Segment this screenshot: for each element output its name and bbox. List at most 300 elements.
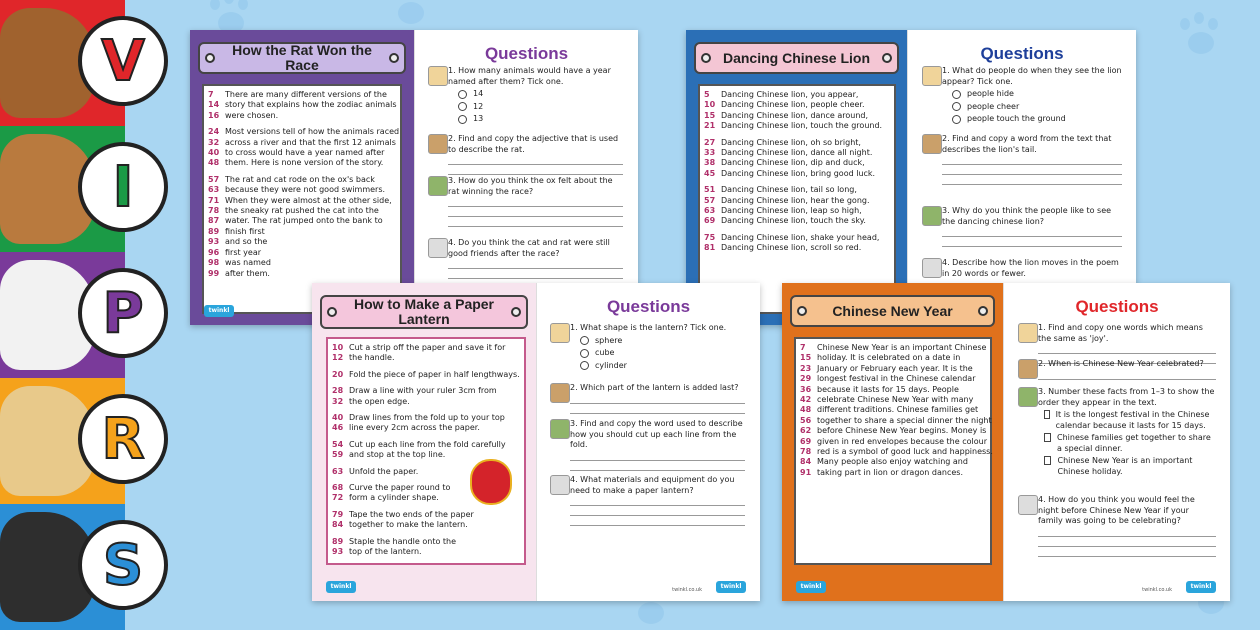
line-text: Dancing Chinese lion, you appear, [721,90,859,99]
answer-line[interactable] [1038,546,1216,547]
word-count: 81 [704,243,716,253]
line-text: taking part in lion or dragon dances. [817,467,963,477]
text-line [800,385,986,395]
tick-option[interactable] [448,102,623,113]
line-text: Dancing Chinese lion, oh so bright, [721,137,861,147]
word-count: 69 [704,216,716,226]
answer-line[interactable] [448,164,623,165]
question-item [942,134,1122,185]
question-prompt: Number these facts from 1–3 to show the order they appear in the text. [1038,387,1215,407]
questions-title: Questions [1075,297,1159,316]
text-line [332,370,520,380]
text-box [698,84,896,314]
text-line [332,537,520,547]
line-text: the sneaky rat pushed the cat into the [225,206,379,216]
question-prompt: How many animals would have a year named after them? Tick one. [448,66,611,86]
text-line [704,169,890,179]
word-count: 63 [332,466,344,476]
line-text: after them. [225,268,270,278]
line-text: The rat and cat rode on the ox's back [225,174,375,184]
line-text: the open edge. [349,396,410,406]
questions-title: Questions [484,44,569,63]
word-count: 45 [704,168,716,178]
option-label: 13 [473,114,484,123]
text-line [800,457,986,467]
line-text: Dancing Chinese lion, tail so long, [721,185,857,195]
number-box[interactable] [1044,433,1051,442]
word-count: 54 [332,439,344,449]
question-item [570,383,745,414]
word-count: 21 [704,121,716,131]
word-count: 78 [208,206,220,216]
question-item [448,238,623,279]
word-count: 91 [800,467,812,477]
question-text [570,383,745,394]
word-count: 29 [800,374,812,384]
questions-title: Questions [606,297,691,316]
answer-line[interactable] [448,174,623,175]
line-text: Dancing Chinese lion, touch the ground. [721,121,883,131]
line-text: them. Here is none version of the story. [225,158,384,168]
number-box[interactable] [1044,456,1051,465]
word-count: 99 [208,268,220,278]
question-item [570,419,745,471]
word-count: 23 [800,363,812,373]
word-count: 28 [332,386,344,396]
line-text: Many people also enjoy watching and [817,457,968,467]
text-page [686,30,908,325]
twinkl-logo: twinkl [1186,581,1216,593]
text-line [704,121,890,131]
text-line [208,269,396,279]
word-count: 40 [208,148,220,158]
question-text [448,238,623,259]
question-dog-icon [922,258,942,278]
text-line [208,237,396,247]
text-line [800,468,986,478]
line-text: first year [225,247,262,257]
title-banner [198,42,406,74]
line-text: Cut a strip off the paper and save it for [349,343,506,352]
question-dog-icon [428,66,448,86]
question-dog-icon [550,475,570,495]
line-text: story that explains how the zodiac animals [225,100,397,110]
text-line [704,100,890,110]
line-text: Dancing Chinese lion, bring good luck. [721,168,876,178]
question-item [1038,359,1216,380]
word-count: 27 [704,137,716,147]
word-count: 15 [800,353,812,363]
answer-line[interactable] [570,460,745,461]
text-line [800,415,992,426]
question-item [570,475,745,526]
question-item [942,66,1122,125]
line-text: finish first [225,226,265,236]
text-line [704,148,890,158]
option-label: 12 [473,101,484,111]
answer-line[interactable] [942,246,1122,247]
sheet-title: How the Rat Won the Race [232,42,372,73]
order-option[interactable] [1038,456,1216,477]
radio-circle[interactable] [952,102,961,111]
radio-circle[interactable] [580,336,589,345]
question-number: 2. [448,134,456,143]
order-option[interactable] [1038,410,1216,431]
question-text [942,66,1122,87]
tick-option[interactable] [942,102,1122,113]
word-count: 33 [704,148,716,158]
radio-circle[interactable] [580,349,589,358]
question-dog-icon [922,66,942,86]
text-line [704,111,890,121]
text-line [332,440,520,450]
text-page [190,30,415,325]
question-item [448,176,623,227]
question-item [1038,323,1216,364]
twinkl-logo: twinkl [326,581,356,593]
line-text: Dancing Chinese lion, scroll so red. [721,243,862,253]
line-text: to cross would have a year named after [225,148,385,158]
line-text: Dancing Chinese lion, touch the sky. [721,216,866,226]
radio-circle[interactable] [952,90,961,99]
text-line [332,386,520,396]
worksheet-rat-race [190,30,638,325]
text-line [208,175,396,185]
question-text [942,134,1122,155]
text-line [208,185,396,195]
word-count: 84 [332,520,344,530]
line-text: was named [225,258,271,268]
text-line [704,196,890,206]
answer-line[interactable] [570,525,745,526]
option-label: sphere [595,335,623,345]
option-label: cylinder [595,360,627,370]
letter-p: P [78,268,168,358]
question-text [1038,387,1216,408]
text-line [704,216,890,226]
word-count: 63 [208,185,220,195]
line-text: Chinese New Year is an important Chinese [817,343,987,352]
lantern-image [470,459,512,505]
tick-option[interactable] [570,361,745,372]
line-text: Curve the paper round to [349,483,451,493]
question-prompt: Find and copy one words which means the same as 'joy'. [1038,323,1203,343]
question-number: 2. [570,383,578,392]
line-text: and stop at the top line. [349,450,446,460]
title-banner [790,295,995,327]
radio-circle[interactable] [580,361,589,370]
line-text: water. The rat jumped onto the bank to [225,216,383,226]
line-text: and so the [225,237,268,247]
page-code: twinkl.co.uk [1142,587,1172,593]
text-line [704,206,890,216]
text-line [332,397,520,407]
word-count: 57 [208,174,220,184]
answer-line[interactable] [448,206,623,207]
question-item [448,134,623,175]
word-count: 36 [800,384,812,394]
question-text [570,323,745,334]
text-line [704,158,890,168]
line-text: were chosen. [225,110,279,120]
text-line [208,227,396,237]
question-prompt: Find and copy the word used to describe how you should cut up each line from the fold. [570,419,743,449]
option-label: people touch the ground [967,114,1066,123]
word-count: 59 [332,450,344,460]
answer-line[interactable] [570,515,745,516]
text-line [208,138,396,148]
text-line [704,233,890,243]
text-line [800,395,986,405]
answer-line[interactable] [942,236,1122,237]
text-line [332,547,520,557]
question-dog-icon [922,134,942,154]
text-line [208,148,396,158]
paw-print-decoration [1170,10,1230,70]
question-dog-icon [550,419,570,439]
line-text: together to make the lantern. [349,520,468,530]
line-text: Dancing Chinese lion, dip and duck, [721,158,865,168]
question-number: 1. [1038,323,1046,332]
question-number: 1. [942,66,950,75]
line-text: Draw lines from the fold up to your top [349,413,505,423]
line-text: Dancing Chinese lion, people cheer. [721,100,865,110]
word-count: 71 [208,195,220,205]
question-dog-icon [1018,359,1038,379]
answer-line[interactable] [570,505,745,506]
answer-line[interactable] [942,174,1122,175]
question-prompt: Find and copy the adjective that is used to describe the rat. [448,134,619,154]
tick-option[interactable] [942,89,1122,100]
questions-title: Questions [980,44,1064,63]
letter-i: I [78,142,168,232]
word-count: 96 [208,247,220,257]
line-text: across a river and that the first 12 animals [225,137,396,147]
question-number: 4. [448,238,456,247]
question-dog-icon [428,238,448,258]
answer-line[interactable] [942,184,1122,185]
text-line [332,520,520,530]
question-text [570,419,745,451]
word-count: 62 [800,426,812,436]
text-line [208,100,396,110]
answer-line[interactable] [448,226,623,227]
question-text [448,176,623,197]
question-number: 4. [942,258,950,267]
text-line [208,158,396,168]
text-line [800,343,986,353]
text-box [794,337,992,565]
answer-line[interactable] [942,164,1122,165]
line-text: Most versions tell of how the animals raced [225,127,400,137]
line-text: holiday. It is celebrated on a date in [817,353,961,363]
text-line [704,138,890,148]
answer-line[interactable] [1038,556,1216,557]
word-count: 14 [208,100,220,110]
radio-circle[interactable] [952,115,961,124]
word-count: 10 [332,343,344,352]
text-line [208,206,396,216]
word-count: 48 [800,405,812,415]
sheet-title: How to Make a Paper Lantern [353,296,495,327]
word-count: 32 [332,396,344,406]
answer-line[interactable] [448,278,623,279]
answer-line[interactable] [570,470,745,471]
line-text: There are many different versions of the [225,90,387,99]
question-text [1038,323,1216,344]
text-line [208,216,396,226]
text-line [800,426,986,436]
answer-line[interactable] [1038,379,1216,380]
line-text: Staple the handle onto the [349,536,457,546]
word-count: 46 [332,423,344,433]
line-text: longest festival in the Chinese calendar [817,374,976,384]
word-count: 93 [332,547,344,557]
line-text: because they were not good swimmers. [225,185,386,195]
letter-r: R [78,394,168,484]
question-text [942,258,1122,279]
question-number: 3. [570,419,578,428]
question-prompt: What shape is the lantern? Tick one. [577,323,727,332]
line-text: Tape the two ends of the paper [349,509,474,519]
line-text: given in red envelopes because the colour [817,436,987,446]
option-label: Chinese families get together to share a special dinner. [1057,433,1211,453]
word-count: 48 [208,158,220,168]
tick-option[interactable] [448,89,623,100]
word-count: 12 [332,353,344,363]
text-line [332,423,520,433]
tick-option[interactable] [448,114,623,125]
word-count: 98 [208,258,220,268]
text-line [704,185,890,195]
line-text: before Chinese New Year begins. Money is [817,426,987,436]
question-item [570,323,745,371]
text-line [208,90,396,100]
word-count: 7 [208,90,214,99]
worksheet-dancing-lion [686,30,1136,325]
question-text [1038,495,1216,527]
option-label: people hide [967,89,1014,98]
text-line [332,343,520,353]
tick-option[interactable] [942,114,1122,125]
line-text: Unfold the paper. [349,466,419,476]
page-code: twinkl.co.uk [672,587,702,593]
twinkl-logo: twinkl [204,305,234,317]
question-prompt: When is Chinese New Year celebrated? [1045,359,1204,368]
question-prompt: What materials and equipment do you need to make a paper lantern? [570,475,735,495]
option-label: Chinese New Year is an important Chinese holiday. [1057,456,1193,476]
question-text [1038,359,1216,370]
answer-line[interactable] [1038,353,1216,354]
option-label: 14 [473,89,484,98]
tick-option[interactable] [570,336,745,347]
question-prompt: How do you think you would feel the night before Chinese New Year if your family was going to be celebrating? [1038,495,1195,525]
text-box [202,84,402,314]
line-text: Dancing Chinese lion, hear the gong. [721,195,870,205]
tick-option[interactable] [570,348,745,359]
question-prompt: Find and copy a word from the text that describes the lion's tail. [942,134,1112,154]
twinkl-logo: twinkl [716,581,746,593]
text-line [800,353,986,363]
line-text: Cut up each line from the fold carefully [349,439,506,449]
text-page [782,283,1004,601]
word-count: 72 [332,493,344,503]
word-count: 51 [704,185,716,195]
radio-circle[interactable] [458,102,467,111]
question-prompt: Why do you think the people like to see the dancing chinese lion? [942,206,1112,226]
letter-s: S [78,520,168,610]
question-prompt: Do you think the cat and rat were still good friends after the race? [448,238,610,258]
question-text [570,475,745,496]
word-count: 89 [208,226,220,236]
text-line [208,127,400,137]
question-number: 1. [570,323,578,332]
order-option[interactable] [1038,433,1216,454]
word-count: 32 [208,137,220,147]
number-box[interactable] [1044,410,1050,419]
option-label: people cheer [967,101,1020,111]
question-text [942,206,1122,227]
radio-circle[interactable] [458,115,467,124]
answer-line[interactable] [570,403,745,404]
word-count: 78 [800,447,812,457]
text-line [208,111,396,121]
question-prompt: Which part of the lantern is added last? [577,383,739,392]
title-banner [320,295,528,329]
answer-line[interactable] [448,216,623,217]
line-text: together to share a special dinner the night [817,415,992,425]
word-count: 56 [800,415,812,425]
question-number: 3. [448,176,456,185]
question-number: 2. [942,134,950,143]
line-text: Draw a line with your ruler 3cm from [349,386,497,396]
line-text: the handle. [349,353,395,363]
word-count: 16 [208,110,220,120]
text-line [332,510,520,520]
question-item [942,258,1122,279]
word-count: 93 [208,237,220,247]
text-line [704,243,890,253]
question-number: 2. [1038,359,1046,368]
question-text [448,134,623,155]
answer-line[interactable] [1038,536,1216,537]
word-count: 10 [704,100,716,110]
line-text: Dancing Chinese lion, dance around, [721,110,869,120]
letter-v: V [78,16,168,106]
word-count: 7 [800,343,806,352]
answer-line[interactable] [448,268,623,269]
answer-line[interactable] [570,413,745,414]
word-count: 79 [332,509,344,519]
text-line [208,196,396,206]
question-number: 3. [942,206,950,215]
text-line [800,405,986,415]
text-line [800,364,986,374]
question-dog-icon [1018,387,1038,407]
text-page [312,283,537,601]
line-text: red is a symbol of good luck and happiness. [817,447,993,457]
text-line [208,258,396,268]
line-text: celebrate Chinese New Year with many [817,395,974,405]
question-number: 4. [570,475,578,484]
text-line [800,437,986,447]
text-line [332,413,520,423]
word-count: 63 [704,206,716,216]
question-dog-icon [1018,495,1038,515]
question-text [448,66,623,87]
radio-circle[interactable] [458,90,467,99]
word-count: 40 [332,413,344,423]
